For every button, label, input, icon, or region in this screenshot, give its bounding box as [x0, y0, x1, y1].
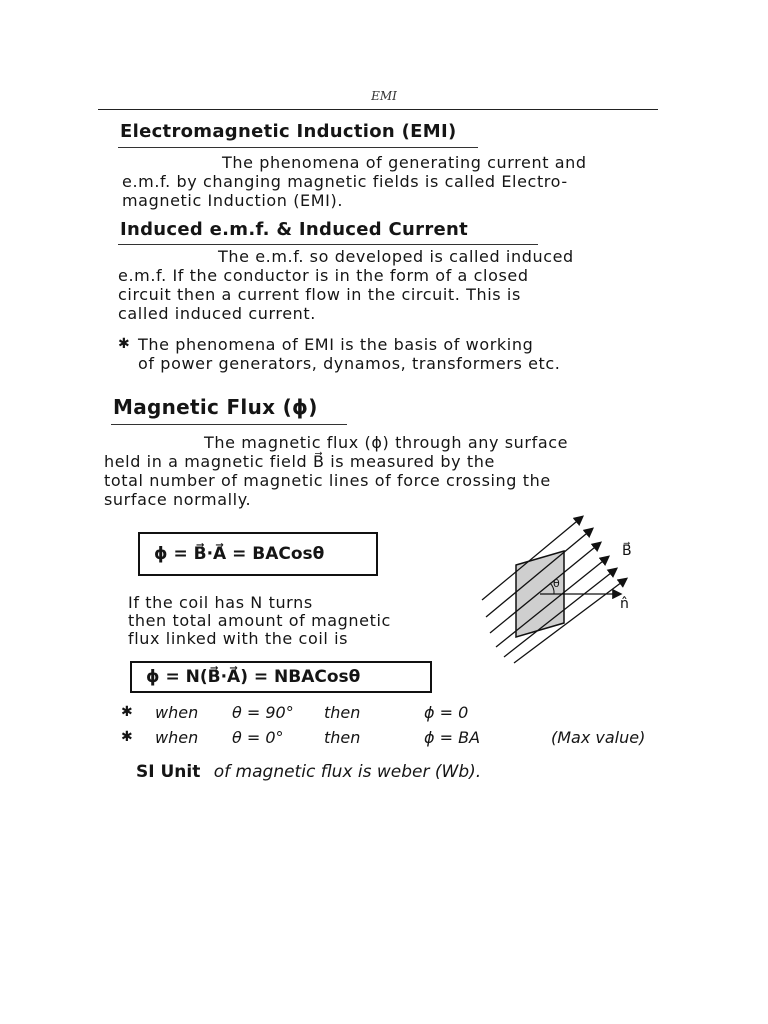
emi-note-line: The phenomena of EMI is the basis of working — [138, 335, 534, 354]
condition-when: when — [155, 728, 199, 747]
flux-para-line: total number of magnetic lines of force crossing the — [104, 471, 551, 490]
induced-heading-underline — [118, 244, 538, 245]
emi-note-line: of power generators, dynamos, transformers etc. — [138, 354, 561, 373]
page-header: EMI — [371, 89, 397, 103]
si-unit-line — [136, 762, 481, 782]
flux-diagram — [460, 505, 660, 665]
condition-when: when — [155, 703, 199, 722]
induced-paragraph — [118, 247, 653, 323]
note-star-icon: ✱ — [118, 336, 130, 352]
emi-para-line: The phenomena of generating current and — [222, 153, 587, 172]
induced-heading: Induced e.m.f. & Induced Current — [120, 219, 469, 240]
coil-line: If the coil has N turns — [128, 593, 313, 612]
header-rule — [98, 109, 658, 110]
induced-para-line: The e.m.f. so developed is called induced — [218, 247, 574, 266]
coil-paragraph — [128, 594, 448, 648]
induced-para-line: called induced current. — [118, 304, 316, 323]
si-unit-text: of magnetic flux is weber (Wb). — [213, 762, 482, 782]
induced-para-line: circuit then a current flow in the circuit. This is — [118, 285, 521, 304]
si-unit-label: SI Unit — [136, 762, 201, 782]
flux-heading: Magnetic Flux (ϕ) — [113, 395, 318, 419]
flux-heading-underline — [111, 424, 347, 425]
theta-label: θ — [553, 577, 560, 590]
emi-para-line: magnetic Induction (EMI). — [122, 191, 344, 210]
emi-para-line: e.m.f. by changing magnetic fields is called Electro- — [122, 172, 568, 191]
flux-formula-box: ϕ = B⃗·A⃗ = BACosθ — [138, 532, 378, 576]
condition-angle: θ = 90° — [232, 703, 294, 722]
b-vector-label: B⃗ — [622, 543, 632, 559]
coil-flux-formula-box: ϕ = N(B⃗·A⃗) = NBACosθ — [130, 661, 432, 693]
emi-note — [138, 335, 658, 373]
condition-star-icon: ✱ — [121, 704, 133, 720]
induced-para-line: e.m.f. If the conductor is in the form of a closed — [118, 266, 529, 285]
condition-row — [121, 728, 681, 750]
flux-para-line: The magnetic flux (ϕ) through any surface — [204, 433, 569, 452]
condition-angle: θ = 0° — [232, 728, 284, 747]
condition-result: ϕ = BA — [424, 728, 481, 747]
condition-then: then — [324, 703, 361, 722]
flux-para-line: surface normally. — [104, 490, 252, 509]
condition-then: then — [324, 728, 361, 747]
coil-line: flux linked with the coil is — [128, 629, 349, 648]
emi-heading: Electromagnetic Induction (EMI) — [120, 121, 457, 142]
emi-heading-underline — [118, 147, 478, 148]
condition-star-icon: ✱ — [121, 729, 133, 745]
flux-para-line: held in a magnetic field B⃗ is measured by the — [104, 452, 495, 471]
coil-line: then total amount of magnetic — [128, 611, 391, 630]
condition-note: (Max value) — [551, 728, 646, 747]
emi-paragraph — [122, 153, 652, 210]
condition-row — [121, 703, 681, 725]
flux-paragraph — [104, 433, 664, 509]
n-vector-label: n̂ — [620, 596, 629, 612]
condition-result: ϕ = 0 — [424, 703, 469, 722]
